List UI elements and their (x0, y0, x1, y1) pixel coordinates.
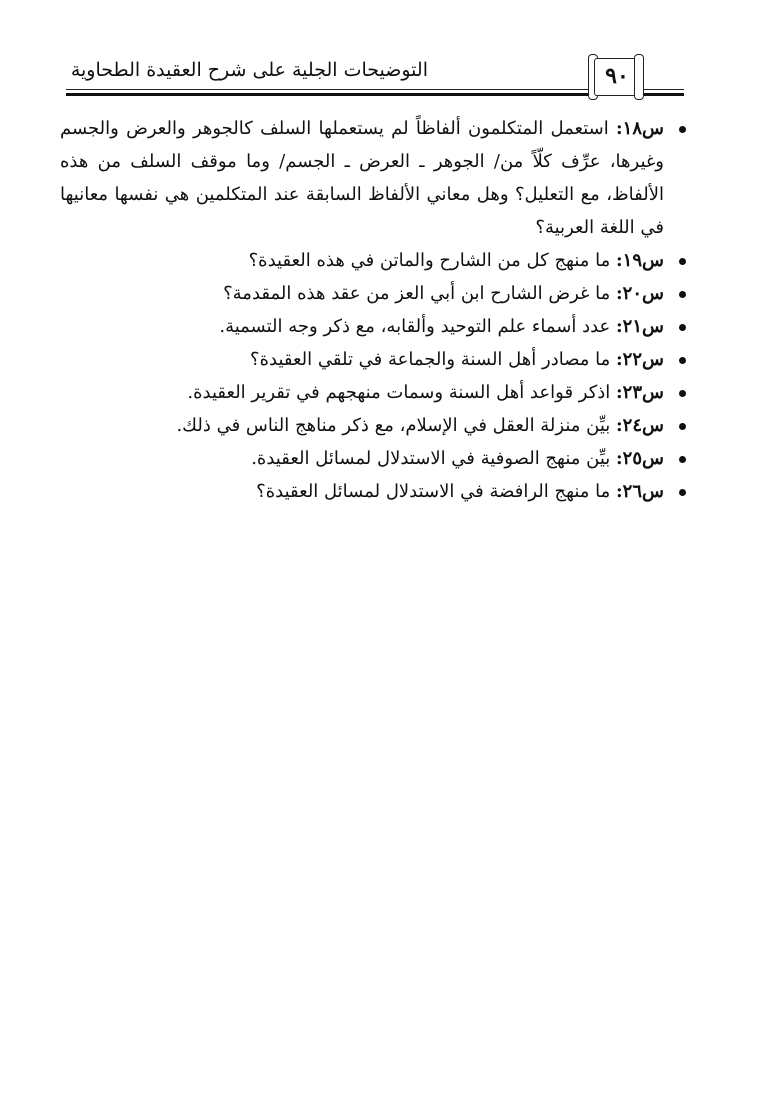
bullet-icon (679, 390, 686, 397)
bullet-icon (679, 456, 686, 463)
question-text: استعمل المتكلمون ألفاظاً لم يستعملها السلف كالجوهر والعرض والجسم وغيرها، عرِّف كلّاً من/ الجوهر ـ العرض ـ الجسم/ وما موقف السلف من هذه الألفاظ، مع التعليل؟ وهل معاني الألفاظ السابقة عند المتكلمين هي نفسها معانيها في اللغة العربية؟ (60, 118, 664, 238)
question-number: س٢١: (616, 316, 664, 337)
question-number: س٢٥: (616, 448, 664, 469)
question-item (60, 376, 690, 409)
question-item (60, 475, 690, 508)
question-text: بيِّن منهج الصوفية في الاستدلال لمسائل العقيدة. (251, 448, 617, 469)
question-number: س١٩: (616, 250, 664, 271)
question-list (60, 112, 690, 508)
question-number: س٢٦: (616, 481, 664, 502)
question-item (60, 277, 690, 310)
question-number: س٢٤: (616, 415, 664, 436)
question-number: س٢٢: (616, 349, 664, 370)
bullet-icon (679, 126, 686, 133)
question-text: ما مصادر أهل السنة والجماعة في تلقي العقيدة؟ (250, 349, 617, 370)
question-item (60, 442, 690, 475)
bullet-icon (679, 258, 686, 265)
question-item (60, 343, 690, 376)
question-text: عدد أسماء علم التوحيد وألقابه، مع ذكر وجه التسمية. (219, 316, 617, 337)
question-number: س٢٣: (616, 382, 664, 403)
running-title: التوضيحات الجلية على شرح العقيدة الطحاوية (70, 59, 428, 81)
bullet-icon (679, 324, 686, 331)
question-text: ما غرض الشارح ابن أبي العز من عقد هذه المقدمة؟ (223, 283, 617, 304)
bullet-icon (679, 489, 686, 496)
question-number: س٢٠: (616, 283, 664, 304)
question-text: بيِّن منزلة العقل في الإسلام، مع ذكر مناهج الناس في ذلك. (176, 415, 617, 436)
question-item (60, 244, 690, 277)
question-text: اذكر قواعد أهل السنة وسمات منهجهم في تقرير العقيدة. (187, 382, 617, 403)
page-header (66, 52, 684, 96)
question-item (60, 112, 690, 244)
question-text: ما منهج الرافضة في الاستدلال لمسائل العقيدة؟ (256, 481, 617, 502)
question-text: ما منهج كل من الشارح والماتن في هذه العقيدة؟ (248, 250, 617, 271)
page-number: ٩٠ (605, 63, 629, 89)
bullet-icon (679, 291, 686, 298)
question-number: س١٨: (616, 118, 664, 139)
question-item (60, 310, 690, 343)
page-number-scroll-frame (580, 52, 718, 102)
question-item (60, 409, 690, 442)
bullet-icon (679, 423, 686, 430)
bullet-icon (679, 357, 686, 364)
